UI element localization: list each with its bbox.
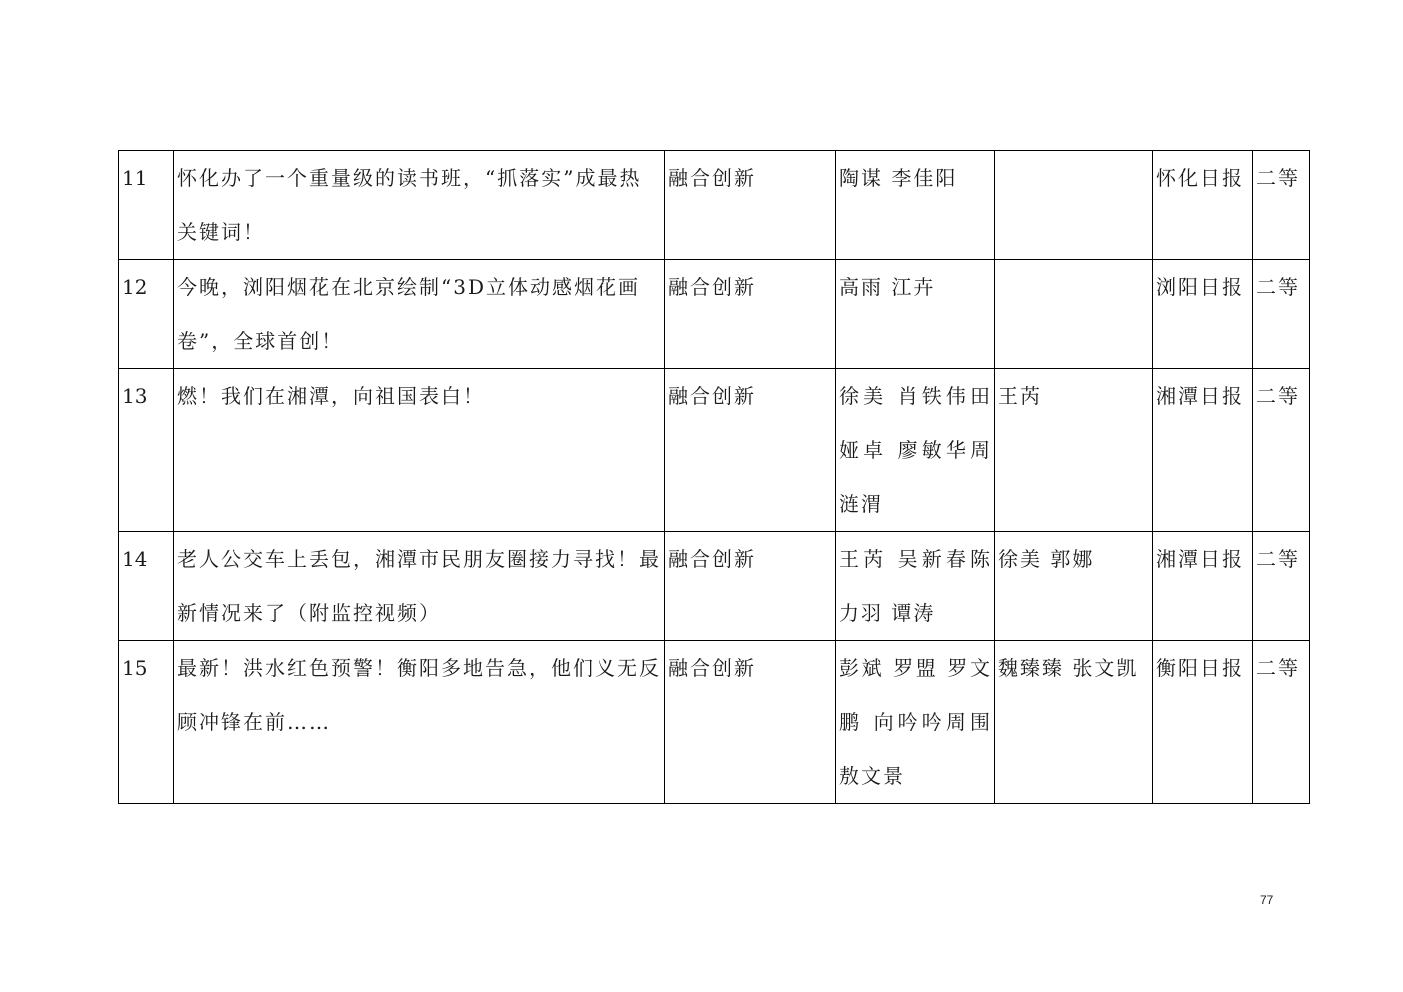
category-cell: [665, 369, 836, 532]
prize-cell: [1253, 641, 1310, 804]
editors-cell: [995, 369, 1153, 532]
authors-cell: [836, 151, 995, 260]
work-publisher: 怀化日报: [1156, 166, 1244, 190]
editors-cell: [995, 641, 1153, 804]
prize-cell: [1253, 532, 1310, 641]
row-number-cell: [119, 151, 174, 260]
work-publisher: 湘潭日报: [1156, 384, 1244, 408]
table-row: [119, 532, 1310, 641]
editors-cell: [995, 260, 1153, 369]
work-category: 融合创新: [668, 656, 756, 680]
work-editors: 徐美 郭娜: [998, 547, 1095, 571]
work-category: 融合创新: [668, 384, 756, 408]
table-row: [119, 369, 1310, 532]
work-authors: 徐美 肖铁伟田娅卓 廖敏华周涟渭: [839, 384, 992, 516]
publisher-cell: [1153, 151, 1253, 260]
authors-cell: [836, 369, 995, 532]
work-prize: 二等: [1256, 656, 1300, 680]
work-prize: 二等: [1256, 547, 1300, 571]
category-cell: [665, 260, 836, 369]
row-number: 12: [122, 275, 148, 299]
award-table: [118, 150, 1310, 804]
work-title: 老人公交车上丢包，湘潭市民朋友圈接力寻找！最新情况来了（附监控视频）: [177, 547, 661, 625]
prize-cell: [1253, 151, 1310, 260]
publisher-cell: [1153, 260, 1253, 369]
work-editors: 王芮: [998, 384, 1042, 408]
work-prize: 二等: [1256, 275, 1300, 299]
title-cell: [174, 369, 665, 532]
work-publisher: 浏阳日报: [1156, 275, 1244, 299]
work-publisher: 衡阳日报: [1156, 656, 1244, 680]
work-prize: 二等: [1256, 166, 1300, 190]
authors-cell: [836, 641, 995, 804]
prize-cell: [1253, 260, 1310, 369]
row-number-cell: [119, 532, 174, 641]
work-title: 怀化办了一个重量级的读书班，“抓落实”成最热关键词！: [177, 166, 642, 244]
prize-cell: [1253, 369, 1310, 532]
table-row: [119, 260, 1310, 369]
work-title: 最新！洪水红色预警！衡阳多地告急，他们义无反顾冲锋在前……: [177, 656, 661, 734]
publisher-cell: [1153, 369, 1253, 532]
title-cell: [174, 151, 665, 260]
editors-cell: [995, 151, 1153, 260]
page-number: 77: [1260, 893, 1274, 907]
title-cell: [174, 260, 665, 369]
work-authors: 王芮 吴新春陈力羽 谭涛: [839, 547, 992, 625]
editors-cell: [995, 532, 1153, 641]
title-cell: [174, 532, 665, 641]
work-category: 融合创新: [668, 275, 756, 299]
row-number: 14: [122, 547, 148, 571]
work-category: 融合创新: [668, 547, 756, 571]
work-title: 今晚，浏阳烟花在北京绘制“3D立体动感烟花画卷”，全球首创！: [177, 275, 640, 353]
work-title: 燃！我们在湘潭，向祖国表白！: [177, 384, 485, 408]
work-authors: 高雨 江卉: [839, 275, 936, 299]
row-number: 13: [122, 384, 148, 408]
row-number: 15: [122, 656, 148, 680]
publisher-cell: [1153, 532, 1253, 641]
category-cell: [665, 641, 836, 804]
row-number: 11: [122, 166, 148, 190]
table-row: [119, 641, 1310, 804]
work-authors: 陶谋 李佳阳: [839, 166, 958, 190]
row-number-cell: [119, 260, 174, 369]
work-authors: 彭斌 罗盟 罗文鹏 向吟吟周围 敖文景: [839, 656, 992, 788]
work-editors: 魏臻臻 张文凯: [998, 656, 1139, 680]
authors-cell: [836, 532, 995, 641]
title-cell: [174, 641, 665, 804]
category-cell: [665, 532, 836, 641]
work-category: 融合创新: [668, 166, 756, 190]
table-row: [119, 151, 1310, 260]
work-publisher: 湘潭日报: [1156, 547, 1244, 571]
authors-cell: [836, 260, 995, 369]
row-number-cell: [119, 641, 174, 804]
work-prize: 二等: [1256, 384, 1300, 408]
category-cell: [665, 151, 836, 260]
row-number-cell: [119, 369, 174, 532]
publisher-cell: [1153, 641, 1253, 804]
